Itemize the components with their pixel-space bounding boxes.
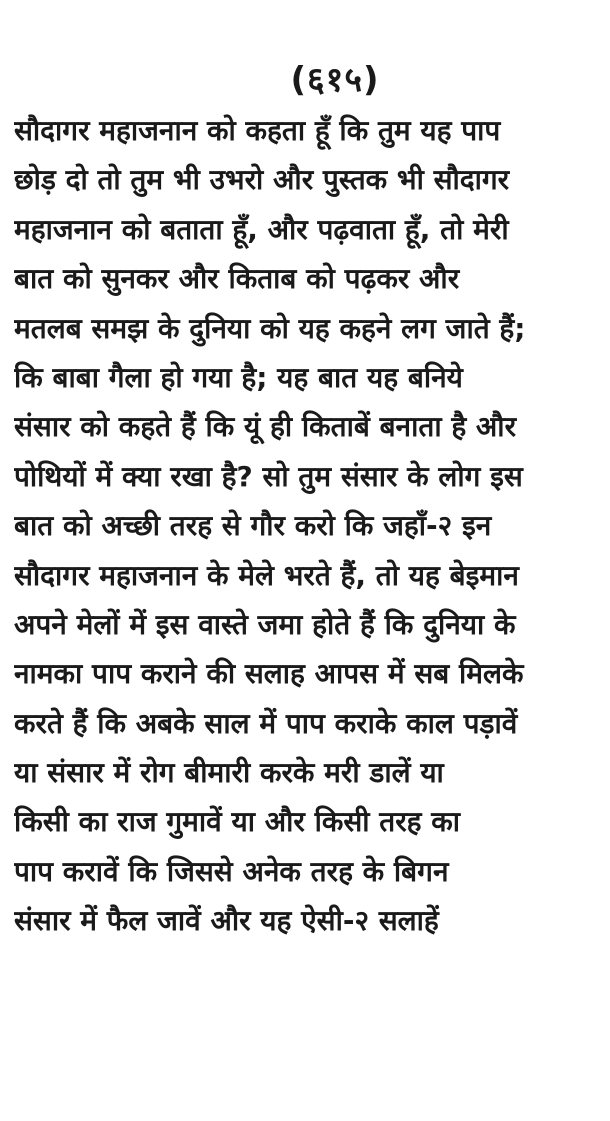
text-line: कि बाबा गैला हो गया है; यह बात यह बनिये <box>14 360 463 394</box>
text-line: किसी का राज गुमावें या और किसी तरह का <box>14 805 461 839</box>
text-line: संसार को कहते हैं कि यूं ही किताबें बनाता है और <box>14 410 517 444</box>
text-line: पोथियों में क्या रखा है? सो तुम संसार के लोग इस <box>14 459 523 493</box>
text-line: अपने मेलों में इस वास्ते जमा होते हैं कि दुनिया के <box>14 607 516 641</box>
text-line: नामका पाप कराने की सलाह आपस में सब मिलके <box>14 657 524 691</box>
text-line: पाप करावें कि जिससे अनेक तरह के बिगन <box>14 854 449 888</box>
text-line: सौदागर महाजनान के मेले भरते हैं, तो यह बेइमान <box>14 558 519 592</box>
text-line: संसार में फैल जावें और यह ऐसी-२ सलाहें <box>14 904 439 938</box>
text-line: बात को अच्छी तरह से गौर करो कि जहाँ-२ इन <box>14 509 492 543</box>
text-line: महाजनान को बताता हूँ, और पढ़वाता हूँ, तो मेरी <box>14 212 509 246</box>
text-line: करते हैं कि अबके साल में पाप कराके काल पड़ावें <box>14 706 518 740</box>
text-line: बात को सुनकर और किताब को पढ़कर और <box>14 262 460 296</box>
text-line: छोड़ दो तो तुम भी उभरो और पुस्तक भी सौदागर <box>14 163 510 197</box>
text-line: या संसार में रोग बीमारी करके मरी डालें या <box>14 756 444 790</box>
text-line: मतलब समझ के दुनिया को यह कहने लग जाते हैं; <box>14 311 526 345</box>
page-number: (६१५) <box>290 60 380 100</box>
text-line: सौदागर महाजनान को कहता हूँ कि तुम यह पाप <box>14 114 501 147</box>
body-text <box>14 106 600 946</box>
